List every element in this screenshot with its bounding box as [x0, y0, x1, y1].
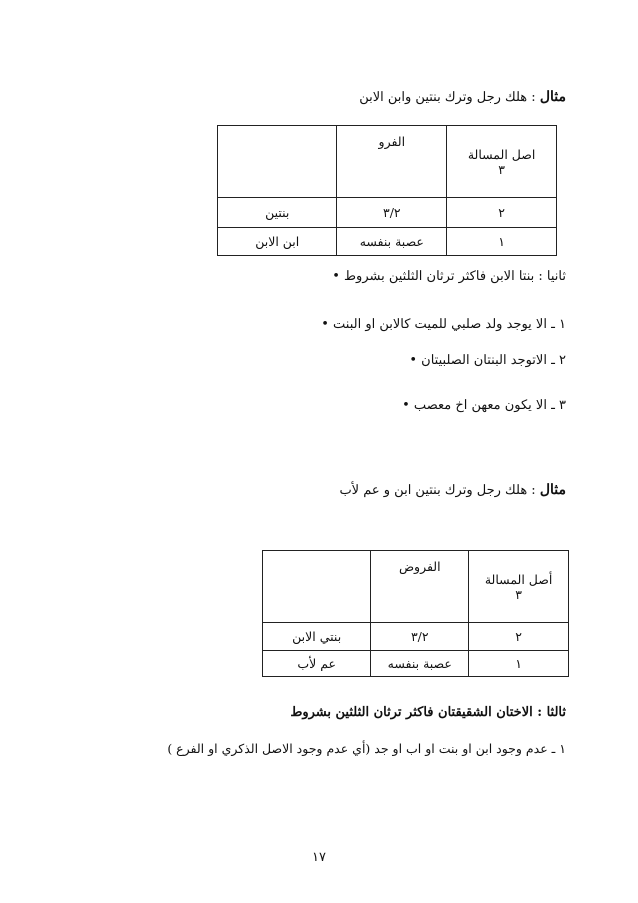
table-1-row-1-share: ٣/٢ — [337, 198, 447, 228]
page-number: ١٧ — [312, 850, 326, 865]
table-2-asl-value: ٣ — [515, 586, 522, 602]
table-row — [263, 651, 569, 677]
section-2-title: ثانيا : بنتا الابن فاكثر ترثان الثلثين بشروط • — [332, 269, 566, 284]
example-2-sep: : — [527, 483, 540, 498]
section-2-condition-1: ١ ـ الا يوجد ولد صلبي للميت كالابن او البنت • — [321, 317, 566, 332]
table-1-asl-value: ٣ — [498, 161, 505, 177]
table-row — [218, 228, 557, 256]
table-1-asl-label: اصل المسالة — [467, 146, 536, 162]
example-2-label: مثال — [539, 482, 566, 498]
table-2-row-2-share: عصبة بنفسه — [371, 651, 469, 677]
section-2-condition-3: ٣ ـ الا يكون معهن اخ معصب • — [402, 398, 566, 413]
example-2-line — [339, 481, 566, 500]
table-2-row-1-share: ٣/٢ — [371, 623, 469, 651]
table-1-row-1-portion: ٢ — [447, 198, 557, 228]
table-1-asl-header — [447, 126, 557, 198]
section-2-condition-2: ٢ ـ الاتوجد البنتان الصلبيتان • — [409, 353, 566, 368]
table-1-blank-header — [218, 126, 337, 198]
table-1-row-2-share: عصبة بنفسه — [337, 228, 447, 256]
inheritance-table-1 — [217, 125, 557, 256]
table-2-blank-header — [263, 551, 371, 623]
example-1-label: مثال — [539, 89, 566, 105]
table-1-row-2-heir: ابن الابن — [218, 228, 337, 256]
example-2-text: هلك رجل وترك بنتين ابن و عم لأب — [339, 483, 528, 498]
table-2-asl-header — [469, 551, 569, 623]
example-1-sep: : — [527, 90, 540, 105]
section-3-title: ثالثا : الاختان الشقيقتان فاكثر ترثان الثلثين بشروط — [290, 705, 566, 720]
table-2-row-1-portion: ٢ — [469, 623, 569, 651]
table-1-row-2-portion: ١ — [447, 228, 557, 256]
table-2-asl-label: أصل المسالة — [484, 571, 553, 587]
table-1-furood-header: الفرو — [337, 126, 447, 198]
table-2-row-2-heir: عم لأب — [263, 651, 371, 677]
example-1-line — [359, 88, 566, 107]
table-1-row-1-heir: بنتين — [218, 198, 337, 228]
inheritance-table-2 — [262, 550, 569, 677]
table-2-furood-header: الفروض — [371, 551, 469, 623]
table-row — [263, 623, 569, 651]
table-2-row-2-portion: ١ — [469, 651, 569, 677]
table-2-row-1-heir: بنتي الابن — [263, 623, 371, 651]
example-1-text: هلك رجل وترك بنتين وابن الابن — [359, 90, 528, 105]
table-row — [218, 198, 557, 228]
section-3-condition-1: ١ ـ عدم وجود ابن او بنت او اب او جد (أي عدم وجود الاصل الذكري او الفرع ) — [167, 741, 566, 756]
